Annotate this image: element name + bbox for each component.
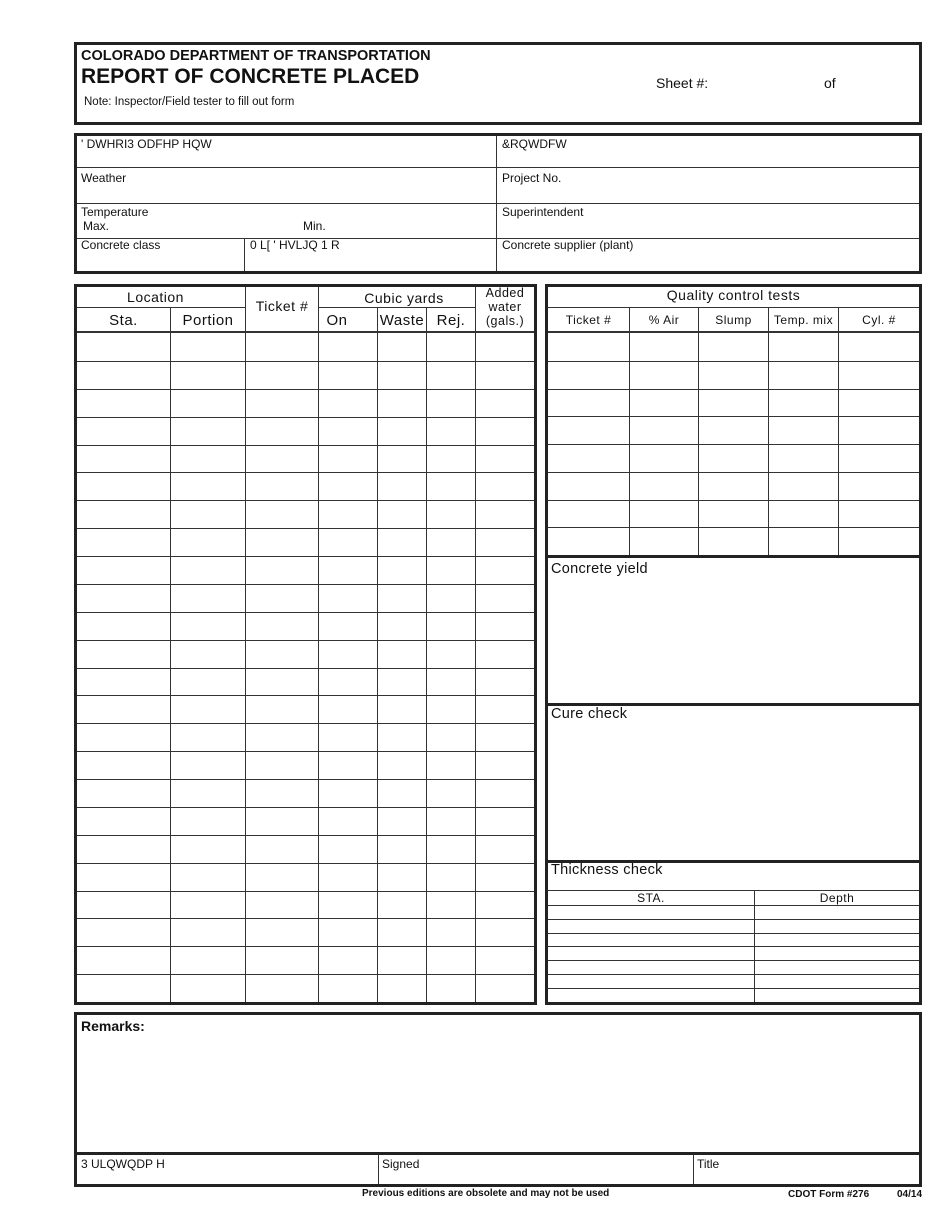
placement-cell[interactable] (378, 529, 426, 556)
placement-cell[interactable] (427, 529, 475, 556)
placement-cell[interactable] (378, 501, 426, 528)
placement-cell[interactable] (427, 919, 475, 946)
placement-cell[interactable] (378, 919, 426, 946)
placement-cell[interactable] (476, 669, 533, 696)
placement-cell[interactable] (77, 696, 170, 723)
placement-cell[interactable] (171, 724, 245, 751)
placement-cell[interactable] (246, 613, 318, 640)
placement-cell[interactable] (77, 724, 170, 751)
thickness-depth-cell[interactable] (755, 947, 919, 960)
placement-cell[interactable] (378, 334, 426, 361)
placement-cell[interactable] (77, 975, 170, 1002)
form-date: 04/14 (897, 1189, 923, 1200)
placement-cell[interactable] (77, 919, 170, 946)
placement-cell[interactable] (171, 446, 245, 473)
qc-cell[interactable] (699, 528, 768, 555)
placement-cell[interactable] (476, 724, 533, 751)
concrete-class-label: Concrete class (81, 238, 161, 252)
qc-cell[interactable] (769, 362, 838, 389)
qc-cell[interactable] (839, 528, 918, 555)
placement-cell[interactable] (171, 780, 245, 807)
qc-cell[interactable] (548, 417, 629, 444)
thickness-depth-cell[interactable] (755, 975, 919, 988)
thickness-sta-cell[interactable] (548, 975, 754, 988)
placement-cell[interactable] (378, 613, 426, 640)
placement-cell[interactable] (378, 362, 426, 389)
col-on: On (326, 312, 348, 329)
placement-cell[interactable] (427, 892, 475, 919)
thickness-sta-cell[interactable] (548, 906, 754, 919)
placement-cell[interactable] (77, 585, 170, 612)
col-ticket: Ticket # (255, 298, 309, 314)
qc-cell[interactable] (839, 417, 918, 444)
qc-cell[interactable] (630, 334, 698, 361)
placement-cell[interactable] (378, 752, 426, 779)
placement-cell[interactable] (171, 362, 245, 389)
placement-cell[interactable] (476, 390, 533, 417)
placement-cell[interactable] (378, 669, 426, 696)
placement-cell[interactable] (427, 864, 475, 891)
placement-cell[interactable] (77, 529, 170, 556)
placement-cell[interactable] (246, 780, 318, 807)
placement-cell[interactable] (319, 390, 377, 417)
temp-min-label: Min. (303, 219, 326, 233)
cure-check-label: Cure check (551, 706, 628, 722)
placement-cell[interactable] (77, 446, 170, 473)
placement-cell[interactable] (77, 836, 170, 863)
sheet-number-field[interactable] (718, 72, 816, 94)
placement-cell[interactable] (171, 919, 245, 946)
placement-cell[interactable] (476, 613, 533, 640)
placement-cell[interactable] (246, 836, 318, 863)
placement-cell[interactable] (427, 418, 475, 445)
qc-cell[interactable] (630, 501, 698, 528)
concrete-yield-label: Concrete yield (551, 561, 648, 577)
placement-cell[interactable] (476, 362, 533, 389)
thickness-col-sta: STA. (637, 891, 665, 905)
qc-col-air: % Air (648, 313, 680, 327)
placement-cell[interactable] (476, 585, 533, 612)
placement-cell[interactable] (378, 947, 426, 974)
placement-cell[interactable] (476, 808, 533, 835)
placement-cell[interactable] (378, 864, 426, 891)
placement-cell[interactable] (427, 669, 475, 696)
placement-cell[interactable] (476, 752, 533, 779)
placement-cell[interactable] (427, 947, 475, 974)
divider (77, 307, 246, 308)
placement-cell[interactable] (246, 892, 318, 919)
placement-cell[interactable] (319, 529, 377, 556)
title-field[interactable] (694, 1155, 919, 1184)
placement-cell[interactable] (427, 446, 475, 473)
qc-cell[interactable] (769, 501, 838, 528)
qc-cell[interactable] (630, 362, 698, 389)
placement-cell[interactable] (319, 473, 377, 500)
placement-cell[interactable] (77, 473, 170, 500)
placement-cell[interactable] (427, 808, 475, 835)
placement-cell[interactable] (171, 975, 245, 1002)
placement-cell[interactable] (171, 864, 245, 891)
placement-cell[interactable] (319, 669, 377, 696)
concrete-yield-field[interactable] (548, 580, 919, 703)
col-sta: Sta. (109, 312, 138, 329)
placement-cell[interactable] (476, 334, 533, 361)
mix-design-field[interactable] (245, 239, 496, 271)
placement-cell[interactable] (476, 501, 533, 528)
signed-label: Signed (382, 1157, 420, 1171)
placement-cell[interactable] (171, 529, 245, 556)
placement-cell[interactable] (427, 836, 475, 863)
placement-cell[interactable] (427, 473, 475, 500)
placement-cell[interactable] (77, 557, 170, 584)
thickness-col-depth: Depth (819, 891, 855, 905)
project-no-field[interactable] (497, 168, 919, 203)
temp-max-label: Max. (83, 219, 110, 233)
placement-cell[interactable] (77, 669, 170, 696)
qc-cell[interactable] (839, 334, 918, 361)
placement-cell[interactable] (246, 864, 318, 891)
qc-cell[interactable] (630, 390, 698, 417)
thickness-depth-cell[interactable] (755, 989, 919, 1002)
form-note: Note: Inspector/Field tester to fill out form (84, 96, 295, 108)
placement-cell[interactable] (319, 808, 377, 835)
placement-cell[interactable] (171, 641, 245, 668)
placement-cell[interactable] (319, 446, 377, 473)
placement-cell[interactable] (77, 613, 170, 640)
placement-cell[interactable] (246, 501, 318, 528)
placement-cell[interactable] (476, 892, 533, 919)
qc-cell[interactable] (839, 501, 918, 528)
weather-field[interactable] (77, 168, 496, 203)
mix-design-label: 0 L[ ' HVLJQ 1 R (250, 238, 340, 252)
qc-cell[interactable] (548, 473, 629, 500)
placement-cell[interactable] (77, 501, 170, 528)
qc-cell[interactable] (630, 417, 698, 444)
placement-cell[interactable] (378, 696, 426, 723)
placement-cell[interactable] (171, 892, 245, 919)
divider (77, 331, 534, 333)
date-placement-label: ' DWHRI3 ODFHP HQW (81, 137, 212, 151)
thickness-depth-cell[interactable] (755, 961, 919, 974)
placement-cell[interactable] (246, 557, 318, 584)
thickness-sta-cell[interactable] (548, 961, 754, 974)
placement-cell[interactable] (246, 808, 318, 835)
superintendent-field[interactable] (497, 204, 919, 238)
placement-cell[interactable] (476, 947, 533, 974)
placement-cell[interactable] (476, 446, 533, 473)
placement-cell[interactable] (171, 836, 245, 863)
qc-cell[interactable] (699, 501, 768, 528)
signature-field[interactable] (379, 1155, 693, 1184)
placement-cell[interactable] (171, 418, 245, 445)
placement-cell[interactable] (427, 501, 475, 528)
placement-cell[interactable] (476, 696, 533, 723)
placement-cell[interactable] (378, 808, 426, 835)
placement-cell[interactable] (427, 334, 475, 361)
placement-cell[interactable] (246, 418, 318, 445)
placement-cell[interactable] (319, 836, 377, 863)
qc-cell[interactable] (548, 445, 629, 472)
qc-cell[interactable] (699, 334, 768, 361)
contract-field[interactable] (497, 136, 919, 167)
divider (548, 307, 919, 308)
placement-cell[interactable] (246, 641, 318, 668)
placement-cell[interactable] (378, 473, 426, 500)
placement-cell[interactable] (77, 752, 170, 779)
thickness-sta-cell[interactable] (548, 920, 754, 933)
placement-cell[interactable] (77, 864, 170, 891)
placement-cell[interactable] (171, 696, 245, 723)
placement-cell[interactable] (77, 418, 170, 445)
qc-title: Quality control tests (666, 287, 801, 303)
placement-cell[interactable] (171, 585, 245, 612)
placement-cell[interactable] (319, 780, 377, 807)
placement-cell[interactable] (171, 752, 245, 779)
of-label: of (824, 75, 836, 91)
placement-cell[interactable] (476, 641, 533, 668)
print-name-label: 3 ULQWQDP H (81, 1157, 165, 1171)
placement-cell[interactable] (378, 975, 426, 1002)
sheet-label: Sheet #: (656, 75, 709, 91)
qc-cell[interactable] (839, 473, 918, 500)
placement-cell[interactable] (476, 780, 533, 807)
concrete-class-field[interactable] (77, 239, 244, 271)
qc-cell[interactable] (630, 473, 698, 500)
qc-cell[interactable] (699, 445, 768, 472)
cure-check-field[interactable] (548, 725, 919, 860)
thickness-depth-cell[interactable] (755, 920, 919, 933)
qc-cell[interactable] (630, 445, 698, 472)
placement-cell[interactable] (246, 975, 318, 1002)
placement-cell[interactable] (171, 473, 245, 500)
placement-cell[interactable] (476, 864, 533, 891)
placement-cell[interactable] (319, 696, 377, 723)
placement-cell[interactable] (319, 641, 377, 668)
thickness-check-label: Thickness check (551, 862, 663, 878)
placement-cell[interactable] (246, 696, 318, 723)
placement-cell[interactable] (319, 613, 377, 640)
placement-cell[interactable] (476, 836, 533, 863)
placement-cell[interactable] (378, 446, 426, 473)
thickness-sta-cell[interactable] (548, 989, 754, 1002)
qc-cell[interactable] (548, 362, 629, 389)
placement-cell[interactable] (319, 947, 377, 974)
col-added-water: water (488, 300, 522, 314)
placement-cell[interactable] (378, 585, 426, 612)
placement-cell[interactable] (171, 613, 245, 640)
remarks-label: Remarks: (81, 1018, 145, 1034)
placement-cell[interactable] (378, 557, 426, 584)
col-location: Location (127, 289, 184, 305)
qc-cell[interactable] (769, 473, 838, 500)
placement-cell[interactable] (77, 334, 170, 361)
col-rej: Rej. (436, 312, 466, 329)
placement-cell[interactable] (319, 557, 377, 584)
qc-cell[interactable] (769, 334, 838, 361)
placement-cell[interactable] (319, 975, 377, 1002)
contract-label: &RQWDFW (502, 137, 567, 151)
placement-cell[interactable] (476, 473, 533, 500)
placement-cell[interactable] (378, 724, 426, 751)
qc-cell[interactable] (769, 445, 838, 472)
placement-cell[interactable] (319, 864, 377, 891)
qc-col-slump: Slump (715, 313, 752, 327)
placement-cell[interactable] (77, 362, 170, 389)
placement-cell[interactable] (246, 919, 318, 946)
placement-cell[interactable] (246, 390, 318, 417)
placement-cell[interactable] (246, 334, 318, 361)
agency-name: COLORADO DEPARTMENT OF TRANSPORTATION (81, 48, 431, 64)
project-no-label: Project No. (502, 171, 562, 185)
placement-cell[interactable] (427, 975, 475, 1002)
concrete-supplier-field[interactable] (497, 239, 919, 271)
placement-cell[interactable] (77, 641, 170, 668)
qc-cell[interactable] (630, 528, 698, 555)
placement-cell[interactable] (171, 390, 245, 417)
placement-cell[interactable] (77, 947, 170, 974)
placement-cell[interactable] (427, 752, 475, 779)
temp-min-field[interactable] (330, 217, 494, 237)
thickness-sta-cell[interactable] (548, 947, 754, 960)
placement-cell[interactable] (427, 557, 475, 584)
qc-cell[interactable] (699, 390, 768, 417)
placement-cell[interactable] (427, 724, 475, 751)
placement-cell[interactable] (77, 390, 170, 417)
qc-cell[interactable] (548, 334, 629, 361)
print-name-field[interactable] (77, 1155, 378, 1184)
placement-cell[interactable] (319, 585, 377, 612)
placement-cell[interactable] (246, 529, 318, 556)
placement-cell[interactable] (378, 780, 426, 807)
col-waste: Waste (379, 312, 425, 329)
concrete-supplier-label: Concrete supplier (plant) (502, 238, 634, 252)
qc-cell[interactable] (769, 528, 838, 555)
placement-cell[interactable] (476, 557, 533, 584)
placement-cell[interactable] (246, 446, 318, 473)
superintendent-label: Superintendent (502, 205, 584, 219)
placement-cell[interactable] (246, 585, 318, 612)
qc-cell[interactable] (699, 417, 768, 444)
placement-cell[interactable] (319, 724, 377, 751)
form-title: REPORT OF CONCRETE PLACED (81, 65, 420, 88)
placement-cell[interactable] (427, 362, 475, 389)
qc-cell[interactable] (839, 390, 918, 417)
placement-cell[interactable] (319, 418, 377, 445)
weather-label: Weather (81, 171, 127, 185)
placement-cell[interactable] (171, 947, 245, 974)
placement-cell[interactable] (246, 947, 318, 974)
placement-cell[interactable] (319, 334, 377, 361)
qc-cell[interactable] (548, 528, 629, 555)
qc-col-ticket: Ticket # (565, 313, 612, 327)
remarks-field[interactable] (77, 1038, 919, 1151)
placement-cell[interactable] (246, 362, 318, 389)
qc-cell[interactable] (769, 390, 838, 417)
qc-col-cyl: Cyl. # (862, 313, 896, 327)
form-number: CDOT Form #276 (788, 1189, 870, 1200)
placement-cell[interactable] (77, 808, 170, 835)
placement-cell[interactable] (171, 669, 245, 696)
placement-cell[interactable] (171, 557, 245, 584)
placement-cell[interactable] (427, 641, 475, 668)
placement-cell[interactable] (319, 752, 377, 779)
placement-cell[interactable] (171, 808, 245, 835)
qc-cell[interactable] (699, 473, 768, 500)
placement-cell[interactable] (171, 334, 245, 361)
placement-cell[interactable] (246, 473, 318, 500)
placement-cell[interactable] (378, 418, 426, 445)
col-portion: Portion (182, 312, 234, 329)
col-cubic-yards: Cubic yards (364, 290, 444, 306)
qc-col-temp-mix: Temp. mix (773, 313, 834, 327)
placement-cell[interactable] (476, 418, 533, 445)
placement-cell[interactable] (427, 696, 475, 723)
placement-cell[interactable] (246, 752, 318, 779)
col-added-water: Added (485, 286, 525, 300)
placement-cell[interactable] (77, 892, 170, 919)
placement-cell[interactable] (427, 613, 475, 640)
divider (548, 331, 919, 333)
placement-cell[interactable] (319, 892, 377, 919)
placement-cell[interactable] (319, 501, 377, 528)
placement-cell[interactable] (476, 975, 533, 1002)
placement-cell[interactable] (246, 724, 318, 751)
placement-cell[interactable] (378, 836, 426, 863)
thickness-depth-cell[interactable] (755, 906, 919, 919)
qc-cell[interactable] (769, 417, 838, 444)
qc-cell[interactable] (839, 445, 918, 472)
qc-cell[interactable] (548, 390, 629, 417)
placement-cell[interactable] (319, 919, 377, 946)
obsolete-notice: Previous editions are obsolete and may not be used (362, 1188, 610, 1199)
placement-cell[interactable] (378, 641, 426, 668)
divider (318, 307, 475, 308)
placement-cell[interactable] (171, 501, 245, 528)
placement-cell[interactable] (378, 390, 426, 417)
sheet-total-field[interactable] (842, 72, 916, 94)
placement-cell[interactable] (427, 585, 475, 612)
temperature-label: Temperature (81, 205, 149, 219)
col-added-water: (gals.) (485, 314, 525, 328)
placement-cell[interactable] (378, 892, 426, 919)
placement-cell[interactable] (246, 669, 318, 696)
date-placement-field[interactable] (77, 136, 496, 167)
qc-cell[interactable] (699, 362, 768, 389)
title-label: Title (697, 1157, 720, 1171)
placement-cell[interactable] (427, 390, 475, 417)
qc-cell[interactable] (548, 501, 629, 528)
placement-cell[interactable] (77, 780, 170, 807)
placement-cell[interactable] (427, 780, 475, 807)
placement-cell[interactable] (476, 529, 533, 556)
placement-cell[interactable] (319, 362, 377, 389)
temp-max-field[interactable] (112, 217, 292, 237)
placement-cell[interactable] (476, 919, 533, 946)
qc-cell[interactable] (839, 362, 918, 389)
